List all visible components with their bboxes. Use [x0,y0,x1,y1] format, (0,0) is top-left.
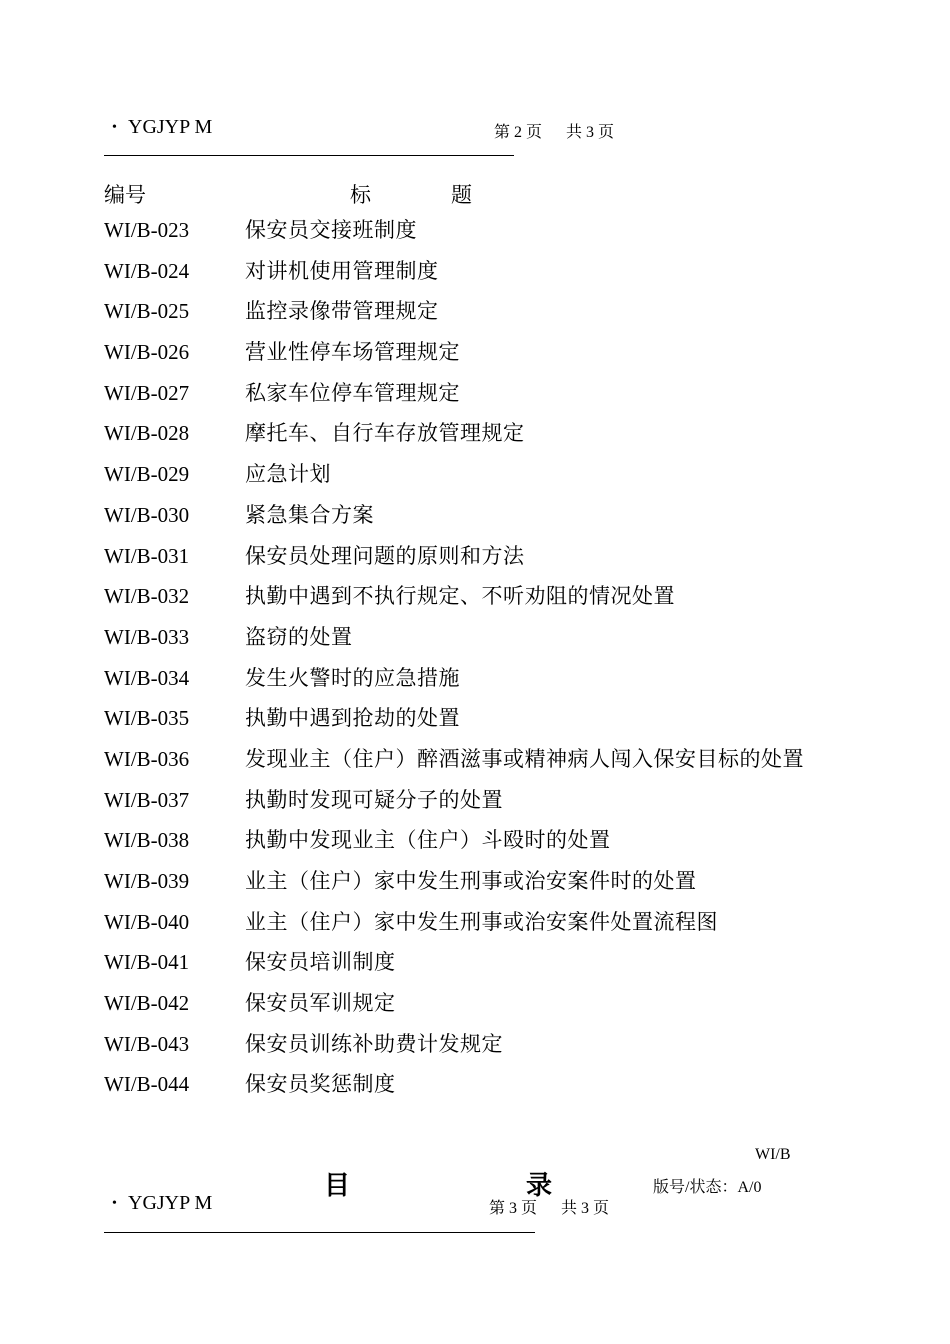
doc-title: 监控录像带管理规定 [245,299,439,324]
doc-code: WI/B-040 [104,909,190,934]
footer-doc-code: WI/B [755,1146,791,1163]
doc-title: 保安员训练补助费计发规定 [245,1031,503,1056]
doc-code: WI/B-034 [104,665,190,690]
doc-code: WI/B-036 [104,746,190,771]
doc-code: WI/B-039 [104,869,190,893]
catalog-title-1: 目 [324,1171,351,1201]
doc-title: 保安员处理问题的原则和方法 [245,543,525,568]
doc-title: 盗窃的处置 [245,624,353,649]
doc-title: 业主（住户）家中发生刑事或治安案件时的处置 [245,869,697,893]
doc-title: 执勤中发现业主（住户）斗殴时的处置 [245,828,611,853]
doc-code: WI/B-023 [104,218,190,242]
footer-page-number [489,1195,633,1218]
footer-code: YGJYP M [128,1192,213,1214]
doc-title: 摩托车、自行车存放管理规定 [245,421,525,446]
doc-title: 保安员培训制度 [245,950,396,975]
doc-title: 执勤中遇到不执行规定、不听劝阻的情况处置 [245,584,675,609]
bullet-icon: • [112,1196,117,1211]
doc-code: WI/B-025 [104,299,190,324]
doc-code: WI/B-028 [104,421,190,446]
doc-title: 保安员奖惩制度 [245,1072,396,1097]
catalog-title-2: 录 [526,1171,553,1201]
doc-title: 业主（住户）家中发生刑事或治安案件处置流程图 [245,909,718,934]
doc-code: WI/B-024 [104,258,190,283]
doc-title: 对讲机使用管理制度 [245,258,439,283]
doc-title: 发生火警时的应急措施 [245,665,460,690]
doc-code: WI/B-044 [104,1072,190,1097]
doc-code: WI/B-027 [104,380,190,405]
doc-code: WI/B-041 [104,950,190,975]
doc-code: WI/B-037 [104,787,190,812]
doc-code: WI/B-031 [104,543,190,568]
header-code: YGJYP M [128,116,213,138]
doc-title: 私家车位停车管理规定 [245,380,460,405]
doc-code: WI/B-043 [104,1031,190,1056]
doc-title: 紧急集合方案 [245,502,374,527]
footer-current-page: 第 3 页 [489,1200,538,1217]
doc-code: WI/B-042 [104,991,190,1016]
total-pages: 共 3 页 [566,124,615,141]
doc-code: WI/B-029 [104,462,190,487]
current-page: 第 2 页 [494,124,543,141]
footer-rule [104,1232,535,1233]
doc-code: WI/B-026 [104,340,190,365]
page-number [494,119,638,142]
doc-title: 应急计划 [245,462,331,487]
doc-code: WI/B-035 [104,706,190,731]
doc-title: 营业性停车场管理规定 [245,340,460,365]
doc-title: 发现业主（住户）醉酒滋事或精神病人闯入保安目标的处置 [245,746,804,771]
doc-code: WI/B-030 [104,502,190,527]
column-header-number: 编号 [104,183,146,207]
header-rule [104,155,514,156]
doc-title: 执勤时发现可疑分子的处置 [245,787,503,812]
column-header-title-2: 题 [451,183,472,207]
footer-total-pages: 共 3 页 [561,1200,610,1217]
doc-code: WI/B-038 [104,828,190,853]
version-status: 版号/状态：A/0 [653,1179,762,1196]
doc-title: 执勤中遇到抢劫的处置 [245,706,460,731]
doc-title: 保安员交接班制度 [245,218,417,242]
doc-code: WI/B-033 [104,624,190,649]
bullet-icon: • [112,120,117,135]
doc-code: WI/B-032 [104,584,190,609]
doc-title: 保安员军训规定 [245,991,396,1016]
column-header-title-1: 标 [350,183,371,207]
